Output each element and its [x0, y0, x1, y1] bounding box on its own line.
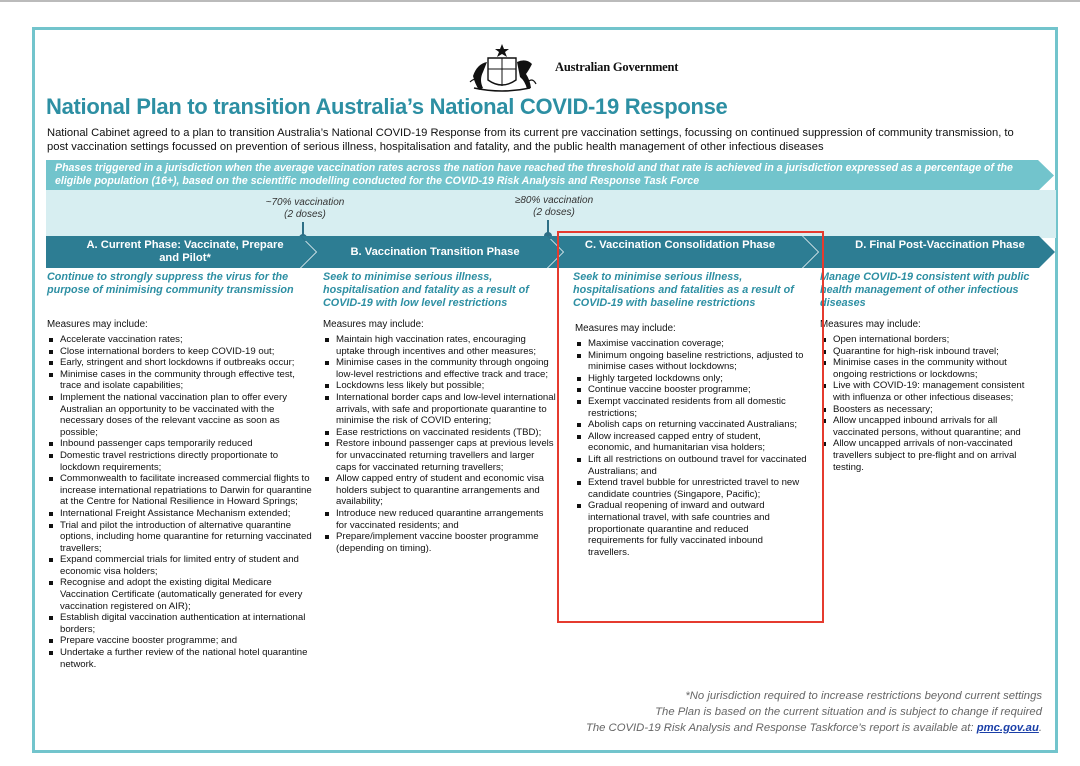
phase-d-measures-label: Measures may include:	[820, 319, 921, 330]
list-item: Lift all restrictions on outbound travel for vaccinated Australians; and	[575, 454, 807, 477]
footnote-report	[586, 722, 1042, 734]
list-item: Abolish caps on returning vaccinated Australians;	[575, 419, 807, 431]
government-wordmark: Australian Government	[555, 60, 679, 74]
list-item: Boosters as necessary;	[820, 404, 1040, 416]
list-item: Recognise and adopt the existing digital Medicare Vaccination Certificate (automatically generated for every vaccination registered on AIR);	[47, 577, 315, 612]
page-top-edge	[0, 0, 1080, 2]
pmc-link[interactable]: pmc.gov.au	[976, 722, 1039, 734]
list-item: Highly targeted lockdowns only;	[575, 373, 807, 385]
list-item: Allow capped entry of student and economic visa holders subject to quarantine arrangements and availability;	[323, 473, 557, 508]
list-item: Maintain high vaccination rates, encouraging uptake through incentives and other measures;	[323, 334, 557, 357]
list-item: Quarantine for high-risk inbound travel;	[820, 346, 1040, 358]
page-title: National Plan to transition Australia’s National COVID-19 Response	[46, 94, 728, 119]
phase-c-title: C. Vaccination Consolidation Phase	[584, 239, 776, 251]
phase-trigger-banner-text: Phases triggered in a jurisdiction when the average vaccination rates across the nation have reached the threshold and that rate is achieved in a jurisdiction expressed as a percentage of the eligible population (16+), based on the scientific modelling conducted for the COVID-19 Risk Analysis and Response Task Force	[55, 162, 1013, 187]
threshold-80-marker	[547, 220, 549, 236]
list-item: Minimise cases in the community without ongoing restrictions or lockdowns;	[820, 357, 1040, 380]
list-item: Minimum ongoing baseline restrictions, adjusted to minimise cases without lockdowns;	[575, 350, 807, 373]
phase-b-measures-list	[323, 334, 557, 554]
list-item: Implement the national vaccination plan to offer every Australian an opportunity to be vaccinated with the necessary doses of the relevant vaccine as soon as possible;	[47, 392, 315, 438]
list-item: International border caps and low-level international arrivals, with safe and proportionate quarantine to minimise the risk of COVID entering;	[323, 392, 557, 427]
list-item: Undertake a further review of the national hotel quarantine network.	[47, 647, 315, 670]
list-item: Ease restrictions on vaccinated residents (TBD);	[323, 427, 557, 439]
list-item: Allow increased capped entry of student, economic, and humanitarian visa holders;	[575, 431, 807, 454]
phase-b-title: B. Vaccination Transition Phase	[350, 246, 520, 258]
phase-b-goal: Seek to minimise serious illness, hospitalisation and fatality as a result of COVID-19 with low level restrictions	[323, 271, 529, 309]
phase-c-measures-label: Measures may include:	[575, 323, 676, 334]
threshold-70-label: ~70% vaccination (2 doses)	[265, 197, 345, 220]
list-item: Commonwealth to facilitate increased commercial flights to increase international repatriations to Darwin for quarantine at the Centre for National Resilience in Howard Springs;	[47, 473, 315, 508]
list-item: Domestic travel restrictions directly proportionate to lockdown requirements;	[47, 450, 315, 473]
phase-c-highlight-box	[557, 231, 824, 623]
phase-a-title: A. Current Phase: Vaccinate, Prepare and Pilot*	[86, 239, 284, 264]
list-item: Accelerate vaccination rates;	[47, 334, 315, 346]
list-item: Minimise cases in the community through effective test, trace and isolate capabilities;	[47, 369, 315, 392]
list-item: Establish digital vaccination authentication at international borders;	[47, 612, 315, 635]
footnote-plan-change: The Plan is based on the current situation and is subject to change if required	[655, 706, 1042, 718]
threshold-80-label: ≥80% vaccination (2 doses)	[514, 195, 594, 218]
phase-a-goal: Continue to strongly suppress the virus for the purpose of minimising community transmission	[47, 271, 294, 296]
list-item: Open international borders;	[820, 334, 1040, 346]
phase-d-goal: Manage COVID-19 consistent with public health management of other infectious diseases	[820, 271, 1030, 309]
list-item: International Freight Assistance Mechanism extended;	[47, 508, 315, 520]
list-item: Extend travel bubble for unrestricted travel to new candidate countries (Singapore, Pacific);	[575, 477, 807, 500]
list-item: Close international borders to keep COVID-19 out;	[47, 346, 315, 358]
footnote-period: .	[1038, 722, 1042, 734]
list-item: Restore inbound passenger caps at previous levels for unvaccinated returning travellers and larger caps for vaccinated returning travellers;	[323, 438, 557, 473]
list-item: Gradual reopening of inward and outward international travel, with safe countries and proportionate quarantine and reduced requirements for fully vaccinated inbound travellers.	[575, 500, 807, 558]
phase-a-measures-label: Measures may include:	[47, 319, 148, 330]
phase-a-measures-list	[47, 334, 315, 670]
phase-b-measures-label: Measures may include:	[323, 319, 424, 330]
footnote-restrictions: *No jurisdiction required to increase restrictions beyond current settings	[685, 690, 1042, 702]
footnote-report-text: The COVID-19 Risk Analysis and Response Taskforce’s report is available at:	[585, 722, 974, 734]
list-item: Exempt vaccinated residents from all domestic restrictions;	[575, 396, 807, 419]
list-item: Maximise vaccination coverage;	[575, 338, 807, 350]
list-item: Live with COVID-19: management consistent with influenza or other infectious diseases;	[820, 380, 1040, 403]
list-item: Prepare vaccine booster programme; and	[47, 635, 315, 647]
list-item: Trial and pilot the introduction of alternative quarantine options, including home quarantine for returning vaccinated travellers;	[47, 520, 315, 555]
coat-of-arms-icon	[454, 42, 550, 94]
intro-paragraph: National Cabinet agreed to a plan to transition Australia’s National COVID-19 Response from its current pre vaccination settings, focussing on continued suppression of community transmission, to post vaccination settings focussed on prevention of serious illness, hospitalisation and fatality, and the public health management of other infectious diseases	[47, 127, 1014, 153]
list-item: Lockdowns less likely but possible;	[323, 380, 557, 392]
phase-c-goal: Seek to minimise serious illness, hospitalisations and fatalities as a result of COVID-19 with baseline restrictions	[573, 271, 794, 309]
list-item: Minimise cases in the community through ongoing low-level restrictions and effective track and trace;	[323, 357, 557, 380]
phase-d-measures-list	[820, 334, 1040, 473]
list-item: Continue vaccine booster programme;	[575, 384, 807, 396]
list-item: Allow uncapped inbound arrivals for all vaccinated persons, without quarantine; and	[820, 415, 1040, 438]
list-item: Expand commercial trials for limited entry of student and economic visa holders;	[47, 554, 315, 577]
list-item: Inbound passenger caps temporarily reduced	[47, 438, 315, 450]
list-item: Allow uncapped arrivals of non-vaccinated travellers subject to pre-flight and on arrival testing.	[820, 438, 1040, 473]
list-item: Prepare/implement vaccine booster programme (depending on timing).	[323, 531, 557, 554]
list-item: Introduce new reduced quarantine arrangements for vaccinated residents; and	[323, 508, 557, 531]
phase-d-title: D. Final Post-Vaccination Phase	[855, 239, 1025, 251]
list-item: Early, stringent and short lockdowns if outbreaks occur;	[47, 357, 315, 369]
